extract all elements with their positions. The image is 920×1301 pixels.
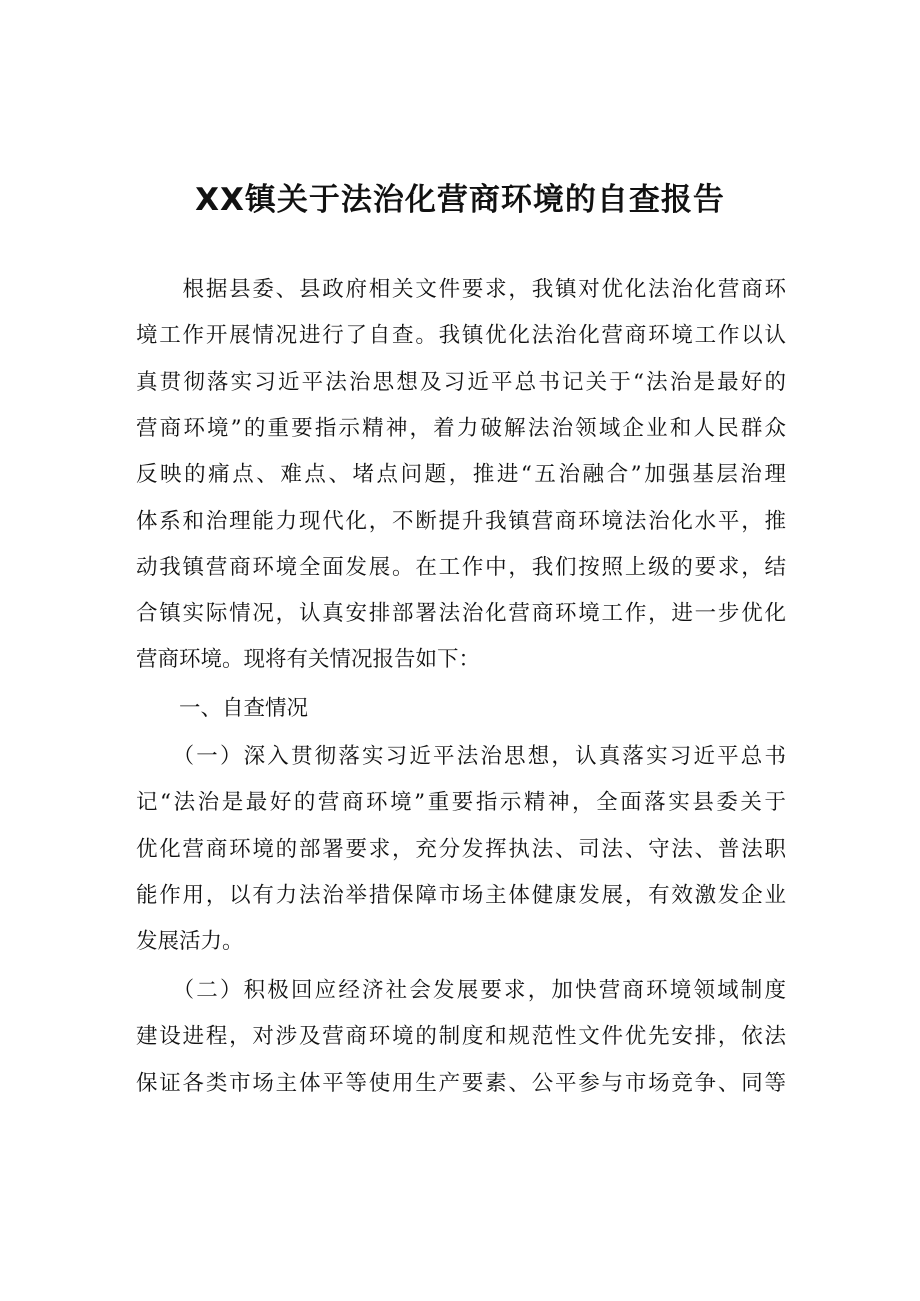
paragraph-line: 记“法治是最好的营商环境”重要指示精神，全面落实县委关于 (136, 790, 786, 815)
paragraph-line: 真贯彻落实习近平法治思想及习近平总书记关于“法治是最好的 (136, 370, 786, 395)
paragraph-line: （二）积极回应经济社会发展要求，加快营商环境领域制度 (136, 978, 786, 1003)
paragraph-line: 反映的痛点、难点、堵点问题，推进“五治融合”加强基层治理 (136, 462, 786, 487)
paragraph-line: 优化营商环境的部署要求，充分发挥执法、司法、守法、普法职 (136, 837, 786, 862)
paragraph-line: 保证各类市场主体平等使用生产要素、公平参与市场竞争、同等 (136, 1071, 786, 1096)
paragraph-line: 营商环境”的重要指示精神，着力破解法治领域企业和人民群众 (136, 416, 786, 441)
paragraph-line: 能作用，以有力法治举措保障市场主体健康发展，有效激发企业 (136, 883, 786, 908)
document-title: XX镇关于法治化营商环境的自查报告 (195, 182, 725, 218)
paragraph-line: 营商环境。现将有关情况报告如下： (136, 647, 481, 672)
paragraph-line: 体系和治理能力现代化，不断提升我镇营商环境法治化水平，推 (136, 509, 786, 534)
paragraph-line: 境工作开展情况进行了自查。我镇优化法治化营商环境工作以认 (136, 323, 786, 348)
paragraph-line: 动我镇营商环境全面发展。在工作中，我们按照上级的要求，结 (136, 555, 786, 580)
paragraph-line: （一）深入贯彻落实习近平法治思想，认真落实习近平总书 (136, 744, 786, 769)
paragraph-line: 合镇实际情况，认真安排部署法治化营商环境工作，进一步优化 (136, 601, 786, 626)
paragraph-line: 建设进程，对涉及营商环境的制度和规范性文件优先安排，依法 (136, 1024, 786, 1049)
section-heading: 一、自查情况 (136, 696, 309, 721)
paragraph-line: 根据县委、县政府相关文件要求，我镇对优化法治化营商环 (136, 277, 786, 302)
paragraph-line: 发展活力。 (136, 929, 244, 954)
